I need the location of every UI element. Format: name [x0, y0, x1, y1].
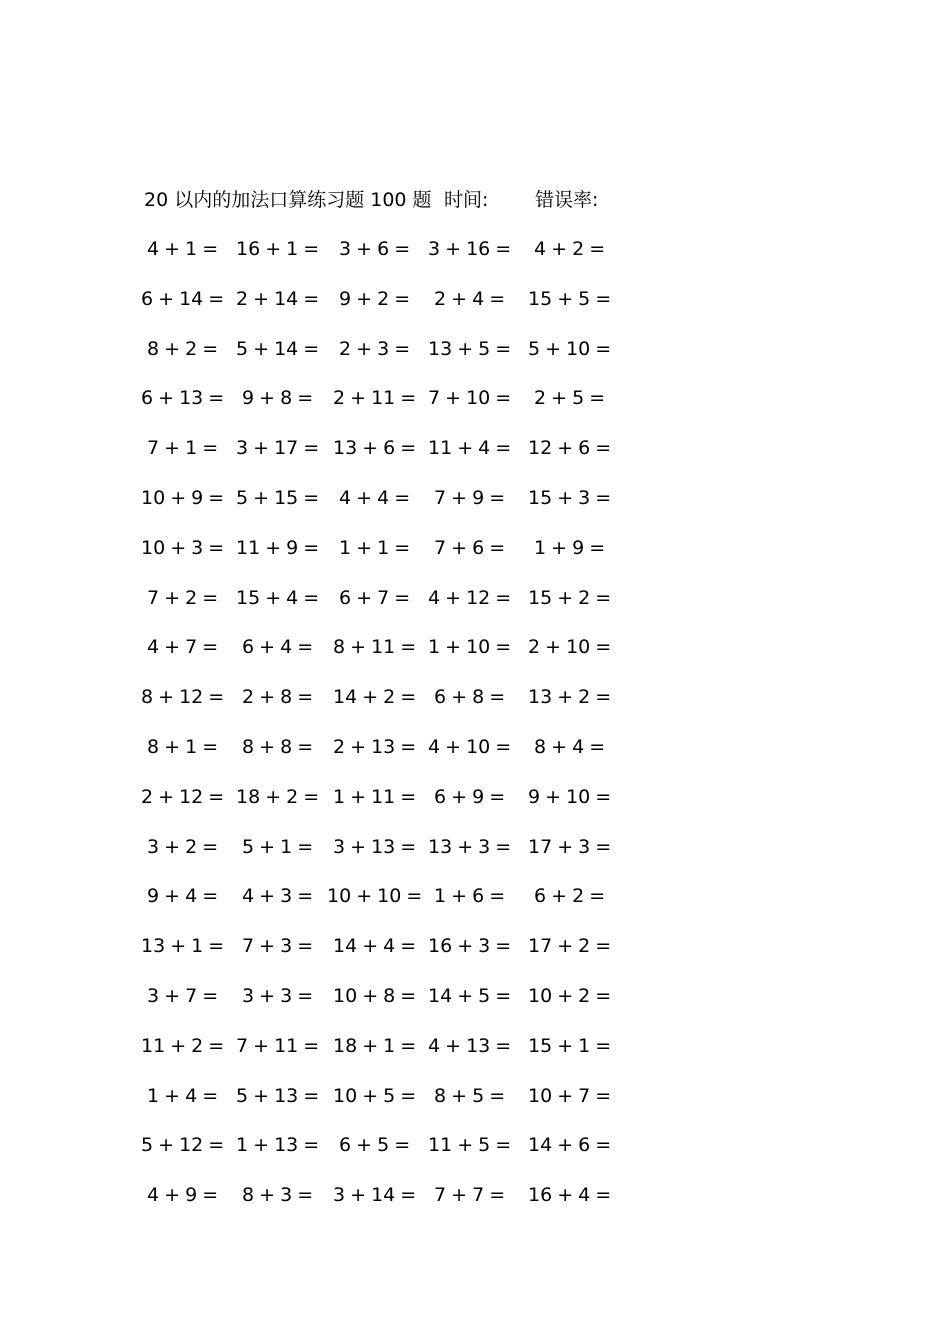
problem-r6-c4: 7 + 9 =	[434, 487, 506, 509]
problem-r6-c5: 15 + 3 =	[528, 487, 612, 509]
problem-r13-c4: 13 + 3 =	[428, 835, 512, 858]
problem-r20-c1: 4 + 9 =	[147, 1184, 219, 1207]
problem-r16-c5: 10 + 2 =	[528, 985, 612, 1007]
problem-r3-c4: 13 + 5 =	[428, 337, 512, 360]
problem-r4-c3: 2 + 11 =	[333, 387, 417, 410]
problem-r15-c4: 16 + 3 =	[428, 935, 512, 958]
problem-r7-c1: 10 + 3 =	[141, 536, 225, 559]
problem-r19-c4: 11 + 5 =	[428, 1134, 512, 1157]
problem-r10-c5: 13 + 2 =	[528, 686, 612, 709]
problem-r6-c3: 4 + 4 =	[339, 487, 411, 509]
problem-r8-c2: 15 + 4 =	[236, 586, 320, 609]
problem-r19-c1: 5 + 12 =	[141, 1134, 225, 1157]
problem-r13-c1: 3 + 2 =	[147, 835, 219, 858]
worksheet-title: 20 以内的加法口算练习题 100 题	[144, 189, 432, 211]
problem-r11-c2: 8 + 8 =	[242, 736, 314, 758]
problem-r14-c2: 4 + 3 =	[242, 885, 314, 908]
problem-r19-c2: 1 + 13 =	[236, 1134, 320, 1157]
problem-r4-c5: 2 + 5 =	[534, 387, 606, 410]
problem-r13-c2: 5 + 1 =	[242, 835, 314, 858]
problem-r1-c5: 4 + 2 =	[534, 238, 606, 260]
problem-r2-c3: 9 + 2 =	[339, 287, 411, 310]
problem-r5-c5: 12 + 6 =	[528, 437, 612, 460]
problem-r16-c1: 3 + 7 =	[147, 985, 219, 1007]
problem-r5-c1: 7 + 1 =	[147, 437, 219, 460]
error-rate-label: 错误率:	[535, 189, 599, 211]
problem-r6-c2: 5 + 15 =	[236, 487, 320, 509]
problem-r16-c2: 3 + 3 =	[242, 985, 314, 1007]
problem-r20-c3: 3 + 14 =	[333, 1184, 417, 1207]
problem-r12-c3: 1 + 11 =	[333, 785, 417, 808]
problem-r1-c1: 4 + 1 =	[147, 238, 219, 260]
problem-r8-c3: 6 + 7 =	[339, 586, 411, 609]
problem-r9-c3: 8 + 11 =	[333, 636, 417, 659]
problem-r4-c4: 7 + 10 =	[428, 387, 512, 410]
problem-r18-c5: 10 + 7 =	[528, 1084, 612, 1107]
problem-r2-c2: 2 + 14 =	[236, 287, 320, 310]
problem-r11-c5: 8 + 4 =	[534, 736, 606, 758]
problem-r8-c4: 4 + 12 =	[428, 586, 512, 609]
problem-r9-c2: 6 + 4 =	[242, 636, 314, 659]
problem-r5-c3: 13 + 6 =	[333, 437, 417, 460]
problem-r18-c2: 5 + 13 =	[236, 1084, 320, 1107]
problem-r18-c1: 1 + 4 =	[147, 1084, 219, 1107]
problem-r3-c1: 8 + 2 =	[147, 337, 219, 360]
problem-r12-c2: 18 + 2 =	[236, 785, 320, 808]
problem-r20-c4: 7 + 7 =	[434, 1184, 506, 1207]
problem-r19-c3: 6 + 5 =	[339, 1134, 411, 1157]
problem-r8-c1: 7 + 2 =	[147, 586, 219, 609]
problem-r16-c3: 10 + 8 =	[333, 985, 417, 1007]
problem-r19-c5: 14 + 6 =	[528, 1134, 612, 1157]
problem-r20-c2: 8 + 3 =	[242, 1184, 314, 1207]
problem-r15-c2: 7 + 3 =	[242, 935, 314, 958]
problem-r9-c4: 1 + 10 =	[428, 636, 512, 659]
problem-r9-c5: 2 + 10 =	[528, 636, 612, 659]
problem-r13-c5: 17 + 3 =	[528, 835, 612, 858]
problem-r2-c5: 15 + 5 =	[528, 287, 612, 310]
problem-r11-c3: 2 + 13 =	[333, 736, 417, 758]
problem-r12-c4: 6 + 9 =	[434, 785, 506, 808]
problem-r15-c3: 14 + 4 =	[333, 935, 417, 958]
problem-r11-c4: 4 + 10 =	[428, 736, 512, 758]
problem-r14-c5: 6 + 2 =	[534, 885, 606, 908]
problem-r17-c5: 15 + 1 =	[528, 1034, 612, 1057]
problem-r20-c5: 16 + 4 =	[528, 1184, 612, 1207]
problem-r18-c3: 10 + 5 =	[333, 1084, 417, 1107]
problem-r7-c4: 7 + 6 =	[434, 536, 506, 559]
problem-r16-c4: 14 + 5 =	[428, 985, 512, 1007]
problem-r2-c4: 2 + 4 =	[434, 287, 506, 310]
problem-r1-c4: 3 + 16 =	[428, 238, 512, 260]
problem-r1-c2: 16 + 1 =	[236, 238, 320, 260]
problem-r14-c1: 9 + 4 =	[147, 885, 219, 908]
problem-r18-c4: 8 + 5 =	[434, 1084, 506, 1107]
problem-r10-c3: 14 + 2 =	[333, 686, 417, 709]
problem-r4-c1: 6 + 13 =	[141, 387, 225, 410]
problem-r17-c3: 18 + 1 =	[333, 1034, 417, 1057]
problem-r10-c1: 8 + 12 =	[141, 686, 225, 709]
problem-r9-c1: 4 + 7 =	[147, 636, 219, 659]
problem-r10-c4: 6 + 8 =	[434, 686, 506, 709]
problem-r2-c1: 6 + 14 =	[141, 287, 225, 310]
problem-r15-c1: 13 + 1 =	[141, 935, 225, 958]
problem-r17-c2: 7 + 11 =	[236, 1034, 320, 1057]
problem-r5-c2: 3 + 17 =	[236, 437, 320, 460]
problem-r4-c2: 9 + 8 =	[242, 387, 314, 410]
problem-r14-c4: 1 + 6 =	[434, 885, 506, 908]
problem-r11-c1: 8 + 1 =	[147, 736, 219, 758]
problem-r5-c4: 11 + 4 =	[428, 437, 512, 460]
time-label: 时间:	[444, 189, 489, 211]
problem-r13-c3: 3 + 13 =	[333, 835, 417, 858]
problem-r7-c3: 1 + 1 =	[339, 536, 411, 559]
problem-r3-c5: 5 + 10 =	[528, 337, 612, 360]
problem-r12-c5: 9 + 10 =	[528, 785, 612, 808]
problem-r17-c4: 4 + 13 =	[428, 1034, 512, 1057]
problem-r10-c2: 2 + 8 =	[242, 686, 314, 709]
problem-r7-c2: 11 + 9 =	[236, 536, 320, 559]
problem-r17-c1: 11 + 2 =	[141, 1034, 225, 1057]
problem-r7-c5: 1 + 9 =	[534, 536, 606, 559]
problem-r1-c3: 3 + 6 =	[339, 238, 411, 260]
problem-r8-c5: 15 + 2 =	[528, 586, 612, 609]
problem-r12-c1: 2 + 12 =	[141, 785, 225, 808]
problem-r3-c3: 2 + 3 =	[339, 337, 411, 360]
problem-r15-c5: 17 + 2 =	[528, 935, 612, 958]
problem-r14-c3: 10 + 10 =	[327, 885, 423, 908]
problem-r6-c1: 10 + 9 =	[141, 487, 225, 509]
problem-r3-c2: 5 + 14 =	[236, 337, 320, 360]
